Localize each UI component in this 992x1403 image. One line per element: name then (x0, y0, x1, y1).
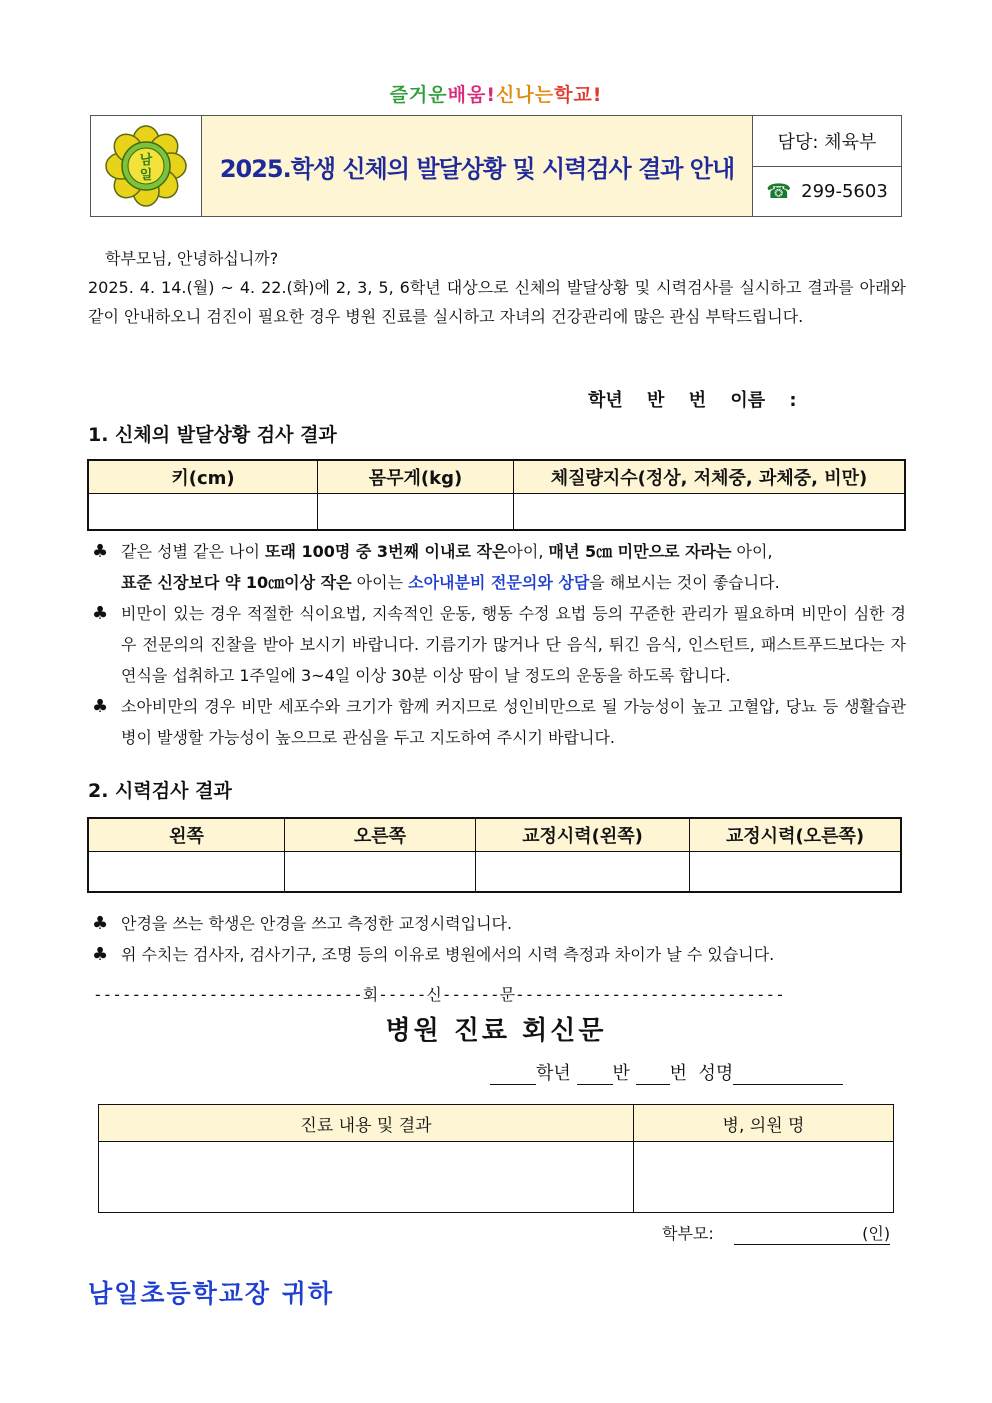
vision-table (87, 817, 902, 893)
header-bmi: 체질량지수(정상, 저체중, 과체중, 비만) (514, 460, 906, 494)
body-development-table (87, 459, 906, 531)
header-corrected-left: 교정시력(왼쪽) (476, 818, 690, 852)
header-left: 왼쪽 (88, 818, 285, 852)
phone-number: 299-5603 (801, 180, 888, 202)
school-emblem-icon (104, 124, 188, 208)
info-cell (753, 116, 901, 216)
cell-hospital[interactable] (634, 1142, 894, 1213)
title-cell (202, 116, 753, 216)
cell-corrected-right[interactable] (690, 852, 902, 893)
hospital-reply-table (98, 1104, 894, 1213)
header-hospital: 병, 의원 명 (634, 1105, 894, 1142)
svg-text:일: 일 (139, 168, 153, 183)
cell-corrected-left[interactable] (476, 852, 690, 893)
header-weight: 몸무게(kg) (318, 460, 514, 494)
section1-notes (92, 536, 906, 753)
slogan-part-3: 신나는 (496, 84, 555, 106)
cell-weight[interactable] (318, 494, 514, 531)
header-height: 키(cm) (88, 460, 318, 494)
note-item: ♣ 소아비만의 경우 비만 세포수와 크기가 함께 커지므로 성인비만으로 될 가능성이 높고 고혈압, 당뇨 등 생활습관병이 발생할 가능성이 높으므로 관심을 두고 지도하여 주시기 바랍니다. (92, 691, 906, 753)
club-icon: ♣ (92, 944, 109, 965)
note-item: ♣ 위 수치는 검사자, 검사기구, 조명 등의 이유로 병원에서의 시력 측정과 차이가 날 수 있습니다. (92, 939, 906, 970)
slogan (0, 80, 992, 107)
document-title: 2025.학생 신체의 발달상황 및 시력검사 결과 안내 (219, 154, 735, 183)
consult-highlight: 소아내분비 전문의와 상담 (408, 573, 590, 592)
reply-title: 병원 진료 회신문 (385, 1016, 607, 1046)
section2-notes (92, 908, 906, 970)
slogan-part-1: 즐거운 (389, 84, 448, 106)
greeting: 학부모님, 안녕하십니까? (105, 249, 279, 268)
intro-paragraph: 2025. 4. 14.(월) ~ 4. 22.(화)에 2, 3, 5, 6학년 대상으로 신체의 발달상황 및 시력검사를 실시하고 결과를 아래와 같이 안내하오니 검진이 필요한 경우 병원 진료를 실시하고 자녀의 건강관리에 많은 관심 부탁드립니다. (88, 278, 906, 326)
cell-left[interactable] (88, 852, 285, 893)
name-blank[interactable] (733, 1066, 843, 1085)
cell-right[interactable] (285, 852, 476, 893)
svg-text:남: 남 (139, 153, 153, 168)
cell-treatment[interactable] (99, 1142, 634, 1213)
header-corrected-right: 교정시력(오른쪽) (690, 818, 902, 852)
grade-blank[interactable] (490, 1066, 536, 1085)
club-icon: ♣ (92, 541, 109, 562)
note-item: ♣ 안경을 쓰는 학생은 안경을 쓰고 측정한 교정시력입니다. (92, 908, 906, 939)
header-box (90, 115, 902, 217)
club-icon: ♣ (92, 696, 109, 717)
student-info-line: 학년 반 번 이름 : (588, 390, 797, 411)
section1-title: 1. 신체의 발달상황 검사 결과 (88, 424, 337, 446)
cell-bmi[interactable] (514, 494, 906, 531)
note-item: ♣ 비만이 있는 경우 적절한 식이요법, 지속적인 운동, 행동 수정 요법 등의 꾸준한 관리가 필요하며 비만이 심한 경우 전문의의 진찰을 받아 보시기 바랍니다. 기름기가 많거나 단 음식, 튀긴 음식, 인스턴트, 패스트푸드보다는 자연식을 섭취하고 1주일에 3~4일 이상 30분 이상 땀이 날 정도의 운동을 하도록 합니다. (92, 598, 906, 691)
note-item: ♣ 같은 성별 같은 나이 또래 100명 중 3번째 이내로 작은아이, 매년 5㎝ 미만으로 자라는 아이, 표준 신장보다 약 10㎝이상 작은 아이는 소아내분비 전문의와 상담을 해보시는 것이 좋습니다. (92, 536, 906, 598)
club-icon: ♣ (92, 913, 109, 934)
cut-line: ----------------------------회-----신------문---------------------------- (93, 985, 785, 1004)
number-blank[interactable] (636, 1066, 670, 1085)
department-label: 담당: 체육부 (777, 131, 877, 153)
signature-field[interactable]: (인) (734, 1221, 890, 1245)
header-treatment: 진료 내용 및 결과 (99, 1105, 634, 1142)
club-icon: ♣ (92, 603, 109, 624)
phone-icon: ☎ (766, 179, 792, 204)
slogan-part-4: 학교! (554, 84, 603, 106)
reply-student-line: 학년 반 번 성명 (490, 1059, 843, 1085)
cell-height[interactable] (88, 494, 318, 531)
parent-signature-line: 학부모: (인) (662, 1221, 890, 1245)
logo-cell (91, 116, 202, 216)
section2-title: 2. 시력검사 결과 (88, 780, 232, 802)
slogan-part-2: 배움! (447, 84, 496, 106)
phone-row (753, 166, 901, 217)
header-right: 오른쪽 (285, 818, 476, 852)
class-blank[interactable] (577, 1066, 613, 1085)
addressee: 남일초등학교장 귀하 (88, 1279, 335, 1308)
